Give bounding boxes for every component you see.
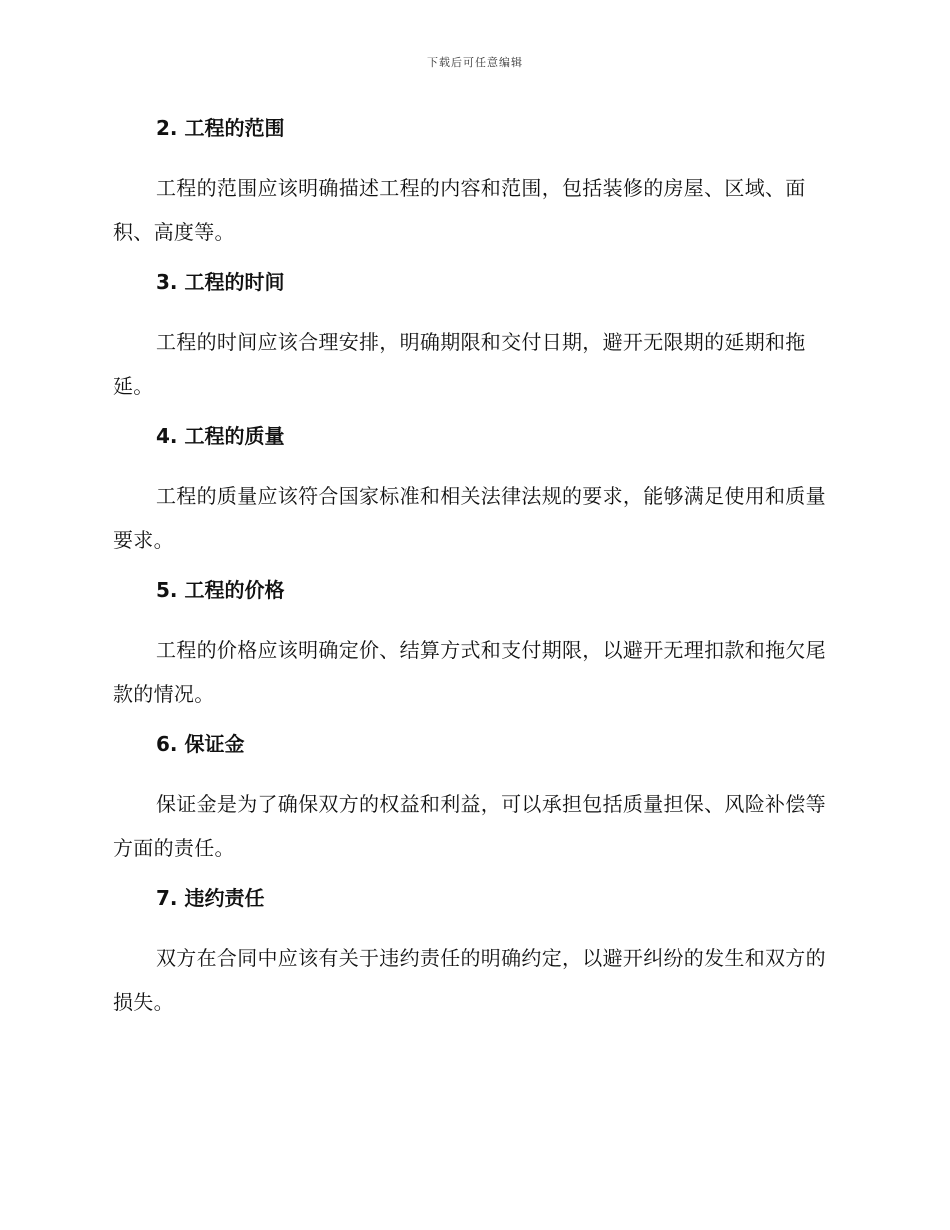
section-scope — [113, 112, 833, 254]
section-paragraph: 工程的范围应该明确描述工程的内容和范围，包括装修的房屋、区域、面积、高度等。 — [113, 176, 806, 244]
section-paragraph: 保证金是为了确保双方的权益和利益，可以承担包括质量担保、风险补偿等方面的责任。 — [113, 792, 826, 860]
section-time — [113, 266, 833, 408]
section-heading: 7. 违约责任 — [156, 886, 265, 910]
section-paragraph: 工程的质量应该符合国家标准和相关法律法规的要求，能够满足使用和质量要求。 — [113, 484, 826, 552]
section-deposit — [113, 728, 833, 870]
section-paragraph: 工程的时间应该合理安排，明确期限和交付日期，避开无限期的延期和拖延。 — [113, 330, 806, 398]
section-price — [113, 574, 833, 716]
section-breach-liability — [113, 882, 833, 1024]
section-heading: 4. 工程的质量 — [156, 424, 285, 448]
section-heading: 3. 工程的时间 — [156, 270, 285, 294]
section-paragraph: 工程的价格应该明确定价、结算方式和支付期限，以避开无理扣款和拖欠尾款的情况。 — [113, 638, 826, 706]
section-paragraph: 双方在合同中应该有关于违约责任的明确约定，以避开纠纷的发生和双方的损失。 — [113, 946, 826, 1014]
document-body — [113, 112, 833, 1036]
section-heading: 2. 工程的范围 — [156, 116, 285, 140]
section-heading: 6. 保证金 — [156, 732, 245, 756]
section-quality — [113, 420, 833, 562]
section-heading: 5. 工程的价格 — [156, 578, 285, 602]
page-header: 下载后可任意编辑 — [427, 56, 523, 69]
